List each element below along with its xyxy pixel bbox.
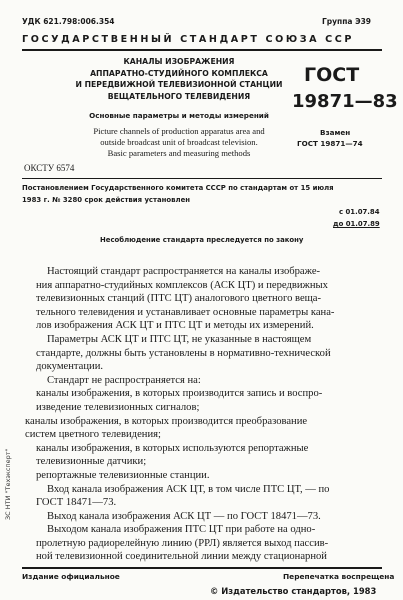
body-line: репортажные телевизионные станции. — [36, 469, 210, 481]
body-line: телевизионные датчики; — [36, 456, 147, 468]
banner-underline — [22, 49, 382, 51]
body-line: Стандарт не распространяется на: — [47, 374, 201, 386]
title-line: ВЕЩАТЕЛЬНОГО ТЕЛЕВИДЕНИЯ — [107, 91, 251, 101]
body-line: документации. — [36, 361, 104, 373]
body-line: стандарте, должны быть установлены в нормативно-технической — [36, 347, 331, 359]
english-line: Picture channels of production apparatus area and — [93, 126, 265, 136]
footer-rule — [22, 567, 382, 569]
decree-line: Постановлением Государственного комитета СССР по стандартам от 15 июля — [22, 184, 334, 192]
okstu-code: ОКСТУ 6574 — [24, 163, 75, 173]
body-line: каналы изображения, в которых производится преобразование — [25, 415, 308, 427]
title-english — [64, 126, 294, 158]
body-line: Параметры АСК ЦТ и ПТС ЦТ, не указанные в настоящем — [47, 333, 312, 345]
replaces-label: Взамен — [320, 128, 351, 137]
title-underline — [22, 178, 382, 179]
replaces-value: ГОСТ 19871—74 — [297, 139, 363, 148]
title-line: АППАРАТНО-СТУДИЙНОГО КОМПЛЕКСА — [90, 68, 268, 78]
side-note: ЗС НТИ "Техэксперт" — [4, 448, 12, 520]
gost-number: 19871—83 — [292, 91, 398, 112]
body-text — [25, 265, 380, 564]
title-subtitle: Основные параметры и методы измерений — [89, 111, 269, 120]
body-line: Выход канала изображения АСК ЦТ — по ГОСТ 18471—73. — [47, 510, 321, 522]
body-line: Вход канала изображения АСК ЦТ, в том числе ПТС ЦТ, — по — [47, 483, 330, 495]
body-line: изведение телевизионных сигналов; — [36, 401, 200, 413]
body-line: телевизионных станций (ПТС ЦТ) аналогового цветного веща- — [36, 293, 322, 305]
body-line: ной телевизионной соединительной линии между стационарной — [36, 551, 327, 563]
body-line: ГОСТ 18471—73. — [36, 497, 117, 509]
body-line: каналы изображения, в которых используются репортажные — [36, 442, 309, 454]
group-code: Группа Э39 — [322, 17, 372, 26]
date-from: с 01.07.84 — [339, 208, 380, 216]
footer-official: Издание официальное — [22, 572, 120, 581]
title-line: КАНАЛЫ ИЗОБРАЖЕНИЯ — [123, 57, 235, 66]
decree-line: 1983 г. № 3280 срок действия установлен — [22, 196, 190, 204]
body-line: каналы изображения, в которых производится запись и воспро- — [36, 388, 323, 400]
standard-banner: ГОСУДАРСТВЕННЫЙ СТАНДАРТ СОЮЗА ССР — [22, 34, 355, 45]
body-line: лов изображения АСК ЦТ и ПТС ЦТ и методы их измерений. — [36, 320, 314, 332]
body-line: систем цветного телевидения; — [25, 429, 161, 441]
english-line: outside broadcast unit of broadcast television. — [100, 136, 258, 147]
decree-text — [22, 182, 334, 206]
footer-copyright: © Издательство стандартов, 1983 — [210, 586, 377, 596]
english-line: Basic parameters and measuring methods — [107, 147, 251, 158]
body-line: Выходом канала изображения ПТС ЦТ при работе на одно- — [47, 524, 316, 536]
footer-reprint: Перепечатка воспрещена — [283, 572, 395, 581]
body-line: пролетную радиорелейную линию (РРЛ) является выход пассив- — [36, 537, 329, 549]
udk-code: УДК 621.798:006.354 — [22, 17, 115, 26]
legal-warning: Несоблюдение стандарта преследуется по закону — [100, 236, 304, 244]
date-to: до 01.07.89 — [333, 220, 380, 228]
title-ru — [64, 56, 294, 102]
body-line: Настоящий стандарт распространяется на каналы изображе- — [47, 266, 321, 277]
body-line: ния аппаратно-студийных комплексов (АСК ЦТ) и передвижных — [36, 279, 328, 291]
body-line: тельного телевидения и устанавливает основные параметры кана- — [36, 306, 335, 318]
gost-label: ГОСТ — [304, 64, 360, 86]
title-line: И ПЕРЕДВИЖНОЙ ТЕЛЕВИЗИОННОЙ СТАНЦИИ — [75, 80, 283, 89]
